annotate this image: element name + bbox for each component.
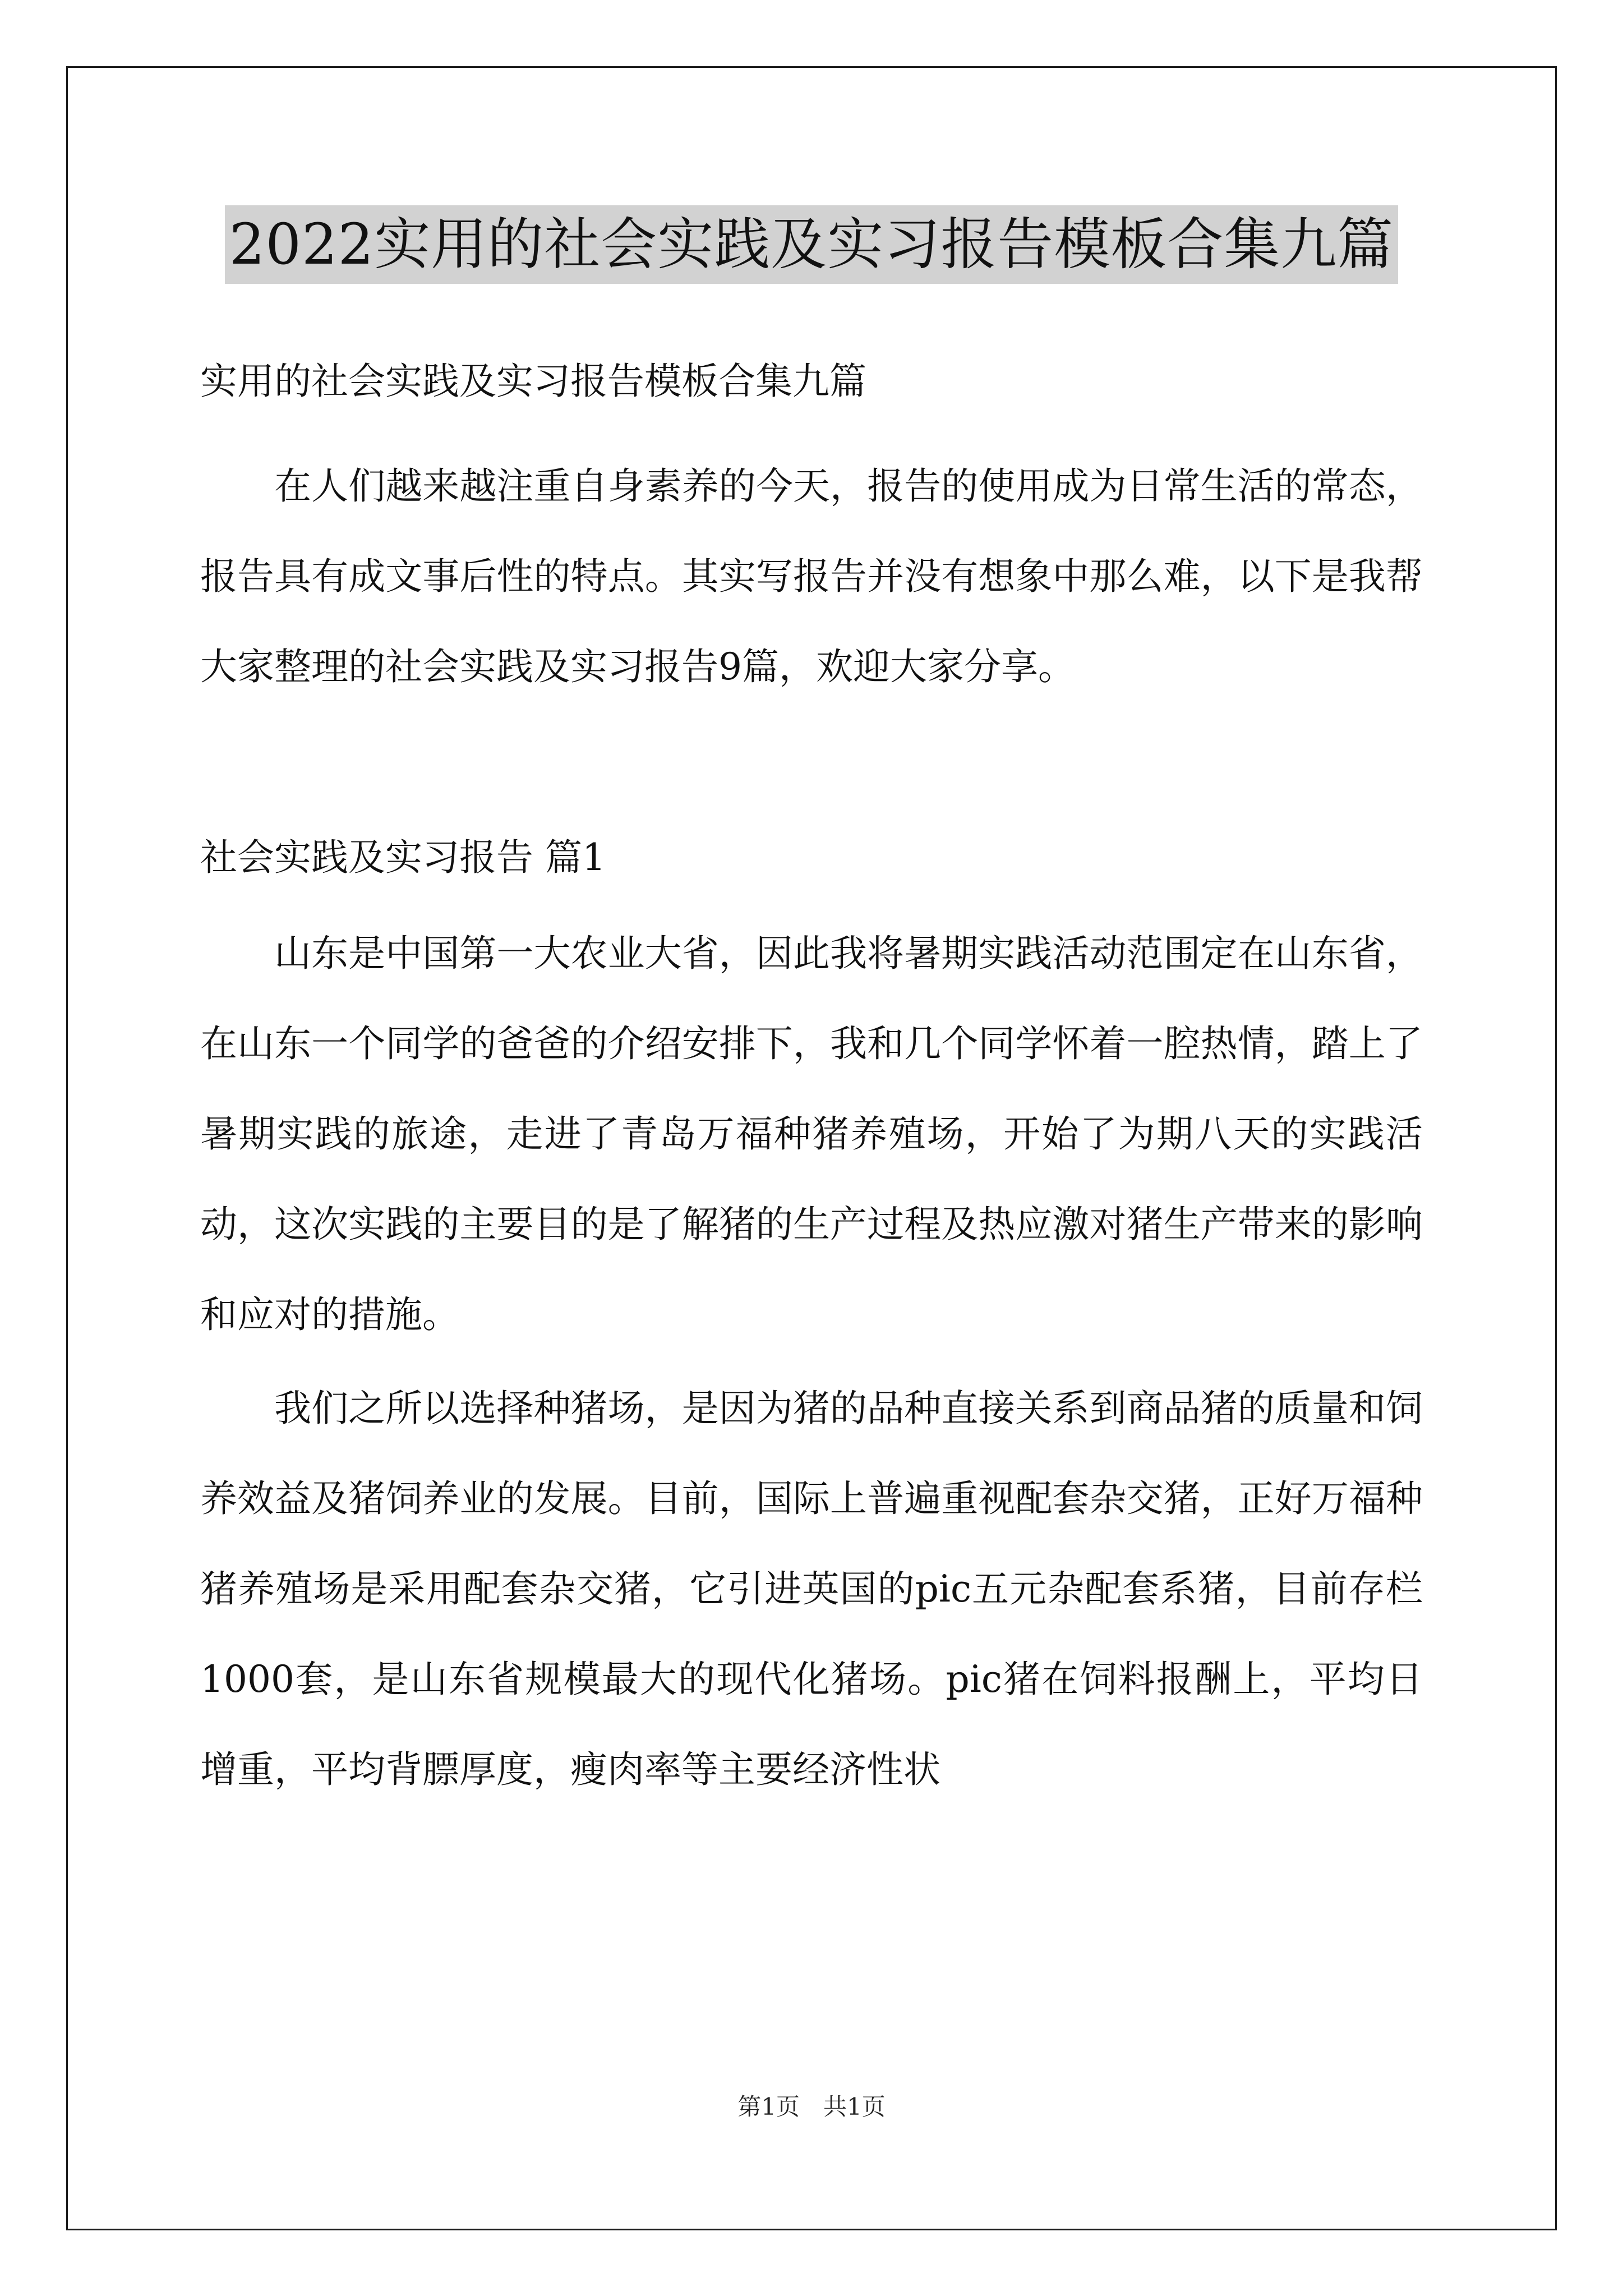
intro-paragraph: 在人们越来越注重自身素养的今天，报告的使用成为日常生活的常态，报告具有成文事后性的特点。其实写报告并没有想象中那么难，以下是我帮大家整理的社会实践及实习报告9篇，欢迎大家分享。 [200,464,1423,688]
document-body [200,348,1423,1815]
document-title: 2022实用的社会实践及实习报告模板合集九篇 [225,205,1399,284]
section-heading: 社会实践及实习报告 篇1 [200,836,606,879]
body-paragraph: 山东是中国第一大农业大省，因此我将暑期实践活动范围定在山东省，在山东一个同学的爸爸的介绍安排下，我和几个同学怀着一腔热情，踏上了暑期实践的旅途，走进了青岛万福种猪养殖场，开始了为期八天的实践活动，这次实践的主要目的是了解猪的生产过程及热应激对猪生产带来的影响和应对的措施。 [200,932,1423,1336]
page-number: 第1页 共1页 [737,2093,886,2120]
page-footer [0,2091,1623,2123]
body-paragraph: 我们之所以选择种猪场，是因为猪的品种直接关系到商品猪的质量和饲养效益及猪饲养业的发展。目前，国际上普遍重视配套杂交猪，正好万福种猪养殖场是采用配套杂交猪，它引进英国的pic五元杂配套系猪，目前存栏1000套，是山东省规模最大的现代化猪场。pic猪在饲料报酬上，平均日增重，平均背膘厚度，瘦肉率等主要经济性状 [200,1387,1423,1791]
title-container [0,205,1623,284]
document-subtitle: 实用的社会实践及实习报告模板合集九篇 [200,360,866,403]
